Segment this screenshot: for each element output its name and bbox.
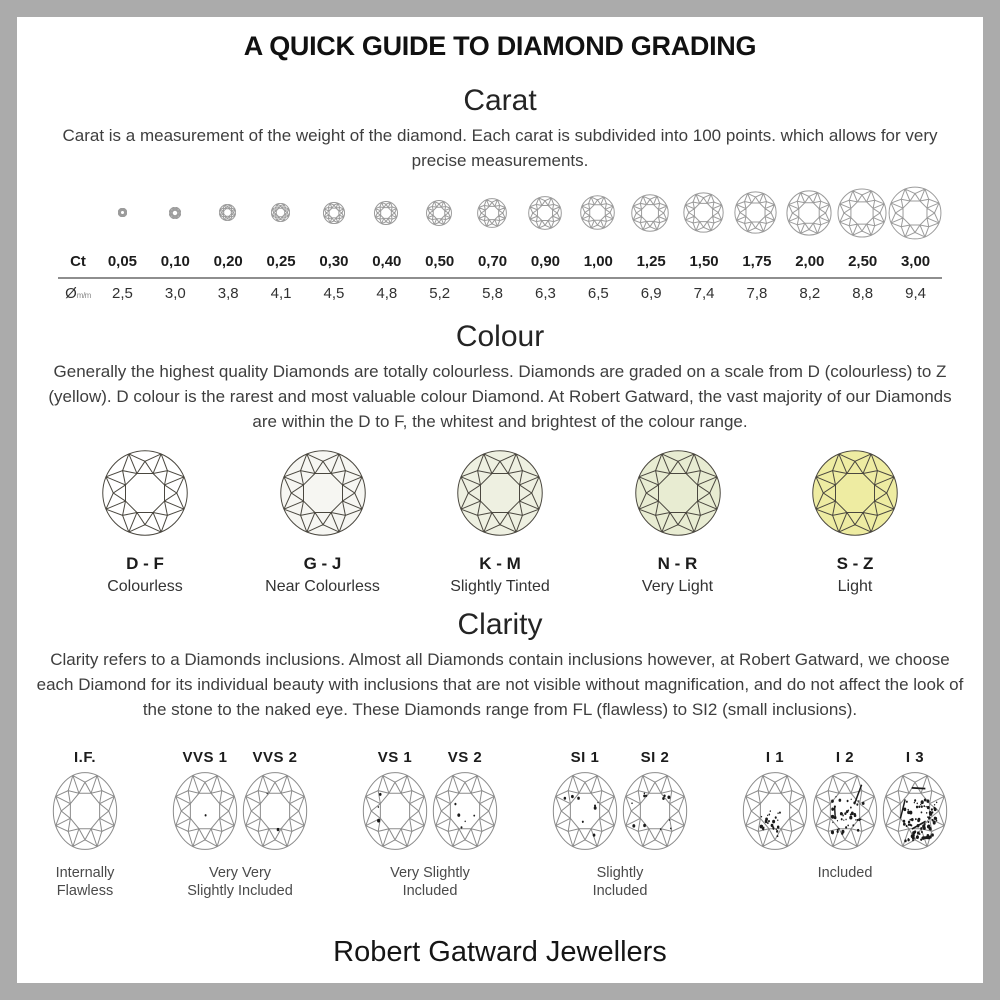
- carat-ct-value: 0,90: [530, 252, 561, 270]
- carat-mm-value: 5,8: [482, 284, 503, 302]
- carat-diamond: [518, 182, 571, 244]
- carat-mm-value: 6,9: [640, 284, 662, 302]
- clarity-diamond: [552, 771, 618, 856]
- carat-row-label-ct: Ct: [70, 252, 86, 270]
- colour-grade-item: [770, 449, 940, 596]
- clarity-grade-item: [620, 749, 690, 856]
- carat-mm-value: 8,2: [799, 284, 821, 302]
- carat-diamond: [782, 182, 835, 244]
- clarity-diamond: [812, 771, 878, 856]
- clarity-group-stones: [170, 749, 310, 856]
- clarity-group-stones: [550, 749, 690, 856]
- carat-ct-value: 2,50: [848, 252, 878, 270]
- clarity-grade-item: [550, 749, 620, 856]
- colour-grade-caption: Slightly Tinted: [450, 577, 550, 595]
- carat-diamond: [835, 182, 888, 244]
- carat-diamond: [466, 182, 519, 244]
- clarity-group-caption: Internally Flawless: [55, 864, 115, 899]
- carat-mm-value: 3,0: [164, 284, 186, 302]
- brand-footer: Robert Gatward Jewellers: [333, 936, 667, 968]
- carat-section-heading: Carat: [463, 84, 537, 117]
- colour-grade-caption: Colourless: [107, 577, 183, 595]
- carat-mm-value: 7,4: [693, 284, 715, 302]
- colour-grade-range: N - R: [657, 553, 698, 573]
- clarity-grade-item: [360, 749, 430, 856]
- colour-section-heading: Colour: [455, 319, 545, 353]
- colour-diamond: [456, 449, 544, 542]
- carat-ct-value: 0,70: [477, 252, 508, 270]
- carat-ct-value: 3,00: [900, 252, 931, 270]
- clarity-grade-label: VS 2: [447, 748, 483, 766]
- carat-ct-value: 0,50: [425, 252, 455, 270]
- clarity-grade-item: [740, 749, 810, 856]
- carat-row-label-diameter: Øm/m: [65, 284, 91, 302]
- clarity-group-stones: [740, 749, 950, 856]
- colour-grade-range: G - J: [303, 553, 342, 573]
- clarity-grade-label: SI 1: [570, 748, 600, 766]
- colour-grade-caption: Light: [837, 577, 873, 595]
- carat-diamond: [96, 182, 149, 244]
- clarity-group: [50, 749, 120, 900]
- colour-grade-range: D - F: [126, 553, 164, 573]
- clarity-group-caption: Included: [817, 864, 873, 881]
- clarity-group-caption: Very Slightly Included: [390, 864, 470, 899]
- clarity-grade-row: [50, 749, 950, 900]
- carat-ct-value: 1,00: [583, 252, 613, 270]
- carat-ct-value: 0,40: [372, 252, 402, 270]
- carat-mm-value: 9,4: [905, 284, 926, 302]
- colour-diamond: [811, 449, 899, 542]
- carat-mm-value: 8,8: [852, 284, 874, 302]
- carat-diamond: [677, 182, 730, 244]
- carat-ct-value: 0,20: [213, 252, 243, 270]
- clarity-diamond: [242, 771, 308, 856]
- carat-mm-value: 6,3: [535, 284, 556, 302]
- carat-diamond: [254, 182, 307, 244]
- clarity-group-caption: Very Very Slightly Included: [187, 864, 293, 899]
- colour-grade-range: S - Z: [836, 553, 874, 573]
- clarity-grade-item: [430, 749, 500, 856]
- carat-ct-value: 1,75: [742, 252, 772, 270]
- carat-diamond: [730, 182, 783, 244]
- carat-diamond: [360, 182, 413, 244]
- clarity-group-caption: Slightly Included: [592, 864, 648, 899]
- colour-grade-item: [415, 449, 585, 596]
- carat-ct-value: 0,30: [319, 252, 349, 270]
- clarity-grade-label: I 1: [765, 748, 785, 766]
- carat-size-chart: [58, 182, 942, 306]
- clarity-grade-label: VVS 2: [252, 748, 298, 766]
- clarity-diamond: [52, 771, 118, 856]
- colour-grade-range: K - M: [479, 553, 521, 573]
- carat-mm-row: [58, 279, 942, 306]
- clarity-grade-item: [880, 749, 950, 856]
- colour-grade-caption: Very Light: [641, 577, 714, 595]
- colour-grade-row: [60, 449, 940, 596]
- clarity-section-heading: Clarity: [457, 607, 543, 641]
- carat-ct-value: 1,25: [636, 252, 666, 270]
- diameter-unit-label: m/m: [76, 290, 91, 300]
- clarity-group-stones: [50, 749, 120, 856]
- carat-ct-value: 0,10: [160, 252, 190, 270]
- carat-description: Carat is a measurement of the weight of the diamond. Each carat is subdivided into 100 points. which allows for very precise measurements.: [62, 126, 938, 170]
- clarity-diamond: [742, 771, 808, 856]
- carat-diamond: [413, 182, 466, 244]
- carat-diamond-row: [58, 182, 942, 244]
- carat-diamond: [624, 182, 677, 244]
- clarity-grade-item: [50, 749, 120, 856]
- clarity-group-stones: [360, 749, 500, 856]
- clarity-diamond: [882, 771, 948, 856]
- carat-mm-value: 7,8: [746, 284, 768, 302]
- clarity-grade-item: [240, 749, 310, 856]
- carat-mm-value: 5,2: [429, 284, 451, 302]
- clarity-grade-label: I.F.: [73, 748, 96, 766]
- colour-diamond: [101, 449, 189, 542]
- carat-diamond-spacer: [58, 182, 96, 244]
- carat-mm-value: 3,8: [217, 284, 239, 302]
- clarity-group: [740, 749, 950, 900]
- clarity-diamond: [172, 771, 238, 856]
- colour-grade-item: [60, 449, 230, 596]
- colour-grade-item: [593, 449, 763, 596]
- clarity-grade-label: I 2: [835, 748, 855, 766]
- carat-ct-value: 1,50: [689, 252, 719, 270]
- carat-ct-value: 0,25: [266, 252, 296, 270]
- carat-mm-value: 4,5: [323, 284, 345, 302]
- clarity-description: Clarity refers to a Diamonds inclusions. Almost all Diamonds contain inclusions however, at Robert Gatward, we choose each Diamond for its individual beauty with inclusions that are not visible without magnification, and do not affect the look of the stone to the naked eye. These Diamonds range from FL (flawless) to SI2 (small inclusions).: [36, 649, 964, 719]
- colour-grade-caption: Near Colourless: [265, 577, 380, 595]
- carat-diamond: [202, 182, 255, 244]
- clarity-diamond: [362, 771, 428, 856]
- carat-diamond: [149, 182, 202, 244]
- carat-ct-row: [58, 248, 942, 279]
- carat-mm-value: 2,5: [112, 284, 133, 302]
- clarity-grade-item: [170, 749, 240, 856]
- clarity-group: [550, 749, 690, 900]
- carat-ct-value: 0,05: [107, 252, 138, 270]
- clarity-diamond: [432, 771, 498, 856]
- carat-mm-value: 6,5: [587, 284, 609, 302]
- clarity-group: [170, 749, 310, 900]
- clarity-group: [360, 749, 500, 900]
- clarity-grade-item: [810, 749, 880, 856]
- carat-diamond: [571, 182, 624, 244]
- clarity-diamond: [622, 771, 688, 856]
- colour-diamond: [634, 449, 722, 542]
- colour-grade-item: [238, 449, 408, 596]
- clarity-grade-label: VVS 1: [182, 748, 228, 766]
- carat-mm-value: 4,8: [376, 284, 398, 302]
- colour-diamond: [279, 449, 367, 542]
- carat-mm-value: 4,1: [270, 284, 292, 302]
- carat-ct-value: 2,00: [795, 252, 825, 270]
- carat-diamond: [888, 182, 942, 244]
- clarity-grade-label: SI 2: [640, 748, 670, 766]
- clarity-grade-label: VS 1: [377, 748, 413, 766]
- clarity-grade-label: I 3: [905, 748, 925, 766]
- page-title: A QUICK GUIDE TO DIAMOND GRADING: [243, 31, 757, 61]
- colour-description: Generally the highest quality Diamonds are totally colourless. Diamonds are graded on a scale from D (colourless) to Z (yellow). D colour is the rarest and most valuable colour Diamond. At Robert Gatward, the vast majority of our Diamonds are within the D to F, the whitest and brightest of the colour range.: [48, 361, 952, 431]
- carat-diamond: [307, 182, 360, 244]
